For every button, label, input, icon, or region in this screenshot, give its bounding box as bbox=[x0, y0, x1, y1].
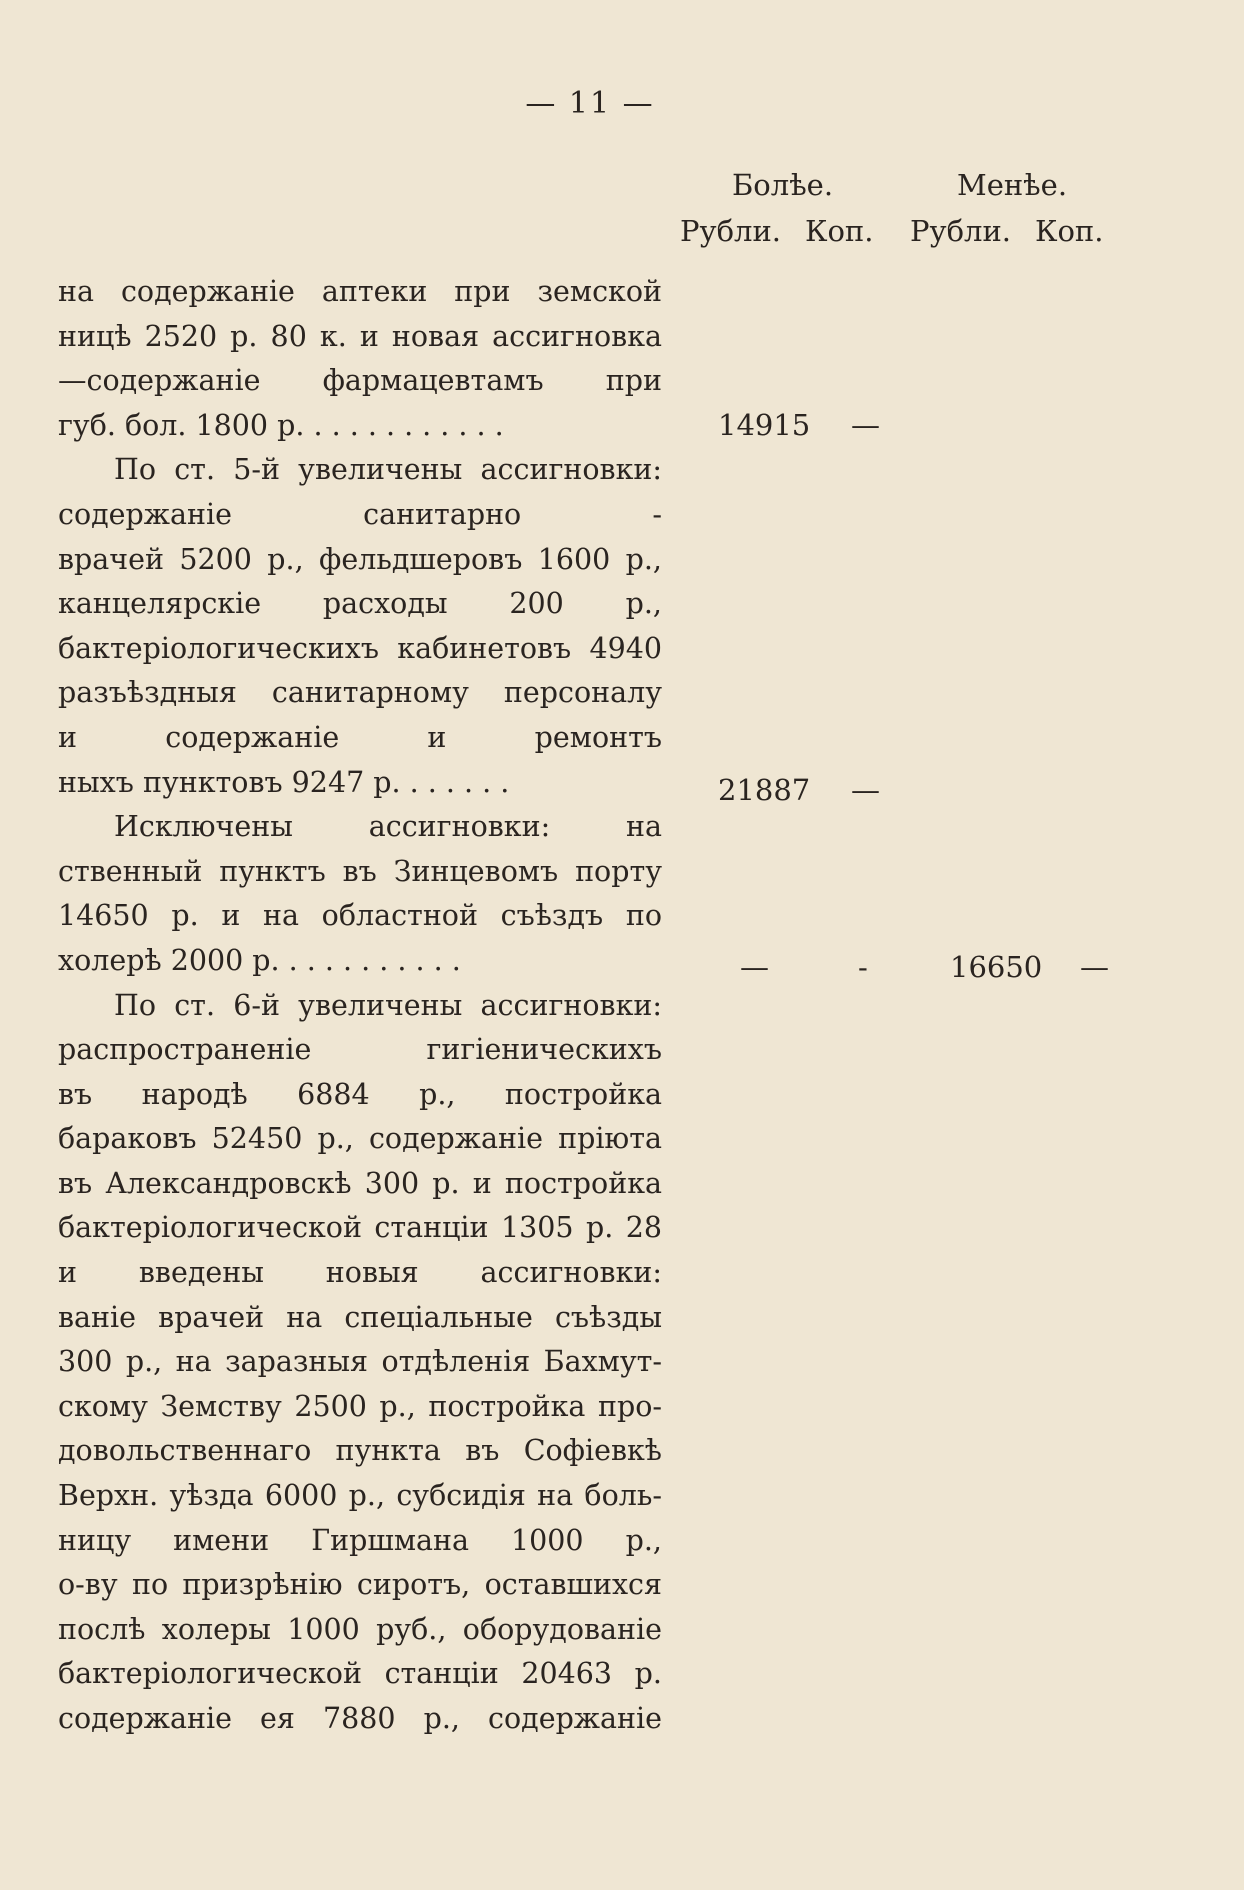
text-line: ницѣ 2520 р. 80 к. и новая ассигновка bbox=[58, 319, 662, 353]
text-line: довольственнаго пункта въ Софіевкѣ bbox=[58, 1434, 662, 1468]
text-line: распространеніе гигіеническихъ bbox=[58, 1033, 662, 1067]
column-header-rubles-more: Рубли. bbox=[680, 214, 782, 248]
text-line: содержаніе санитарно - bbox=[58, 497, 662, 531]
text-line: и введены новыя ассигновки: bbox=[58, 1256, 662, 1290]
amount-more-kopecks: - bbox=[858, 950, 868, 984]
text-line: бактеріологической станціи 1305 р. 28 bbox=[58, 1211, 662, 1245]
text-line: По ст. 6-й увеличены ассигновки: bbox=[114, 988, 662, 1022]
text-line: о-ву по призрѣнію сиротъ, оставшихся bbox=[58, 1568, 662, 1602]
text-line: содержаніе ея 7880 р., содержаніе bbox=[58, 1702, 662, 1735]
amount-less-rubles: 16650 bbox=[950, 950, 1043, 984]
amount-less-kopecks: — bbox=[1080, 950, 1109, 984]
text-line: 14650 р. и на областной съѣздъ по bbox=[58, 899, 662, 933]
text-line: ницу имени Гиршмана 1000 р., bbox=[58, 1523, 662, 1557]
body-text bbox=[58, 270, 662, 1742]
text-line: послѣ холеры 1000 руб., оборудованіе bbox=[58, 1612, 662, 1646]
text-line: врачей 5200 р., фельдшеровъ 1600 р., bbox=[58, 542, 662, 576]
amount-more-rubles: — bbox=[740, 950, 769, 984]
column-header-kopecks-less: Коп. bbox=[1035, 214, 1104, 248]
amount-more-kopecks: — bbox=[851, 408, 880, 442]
page-number: — 11 — bbox=[525, 86, 655, 121]
text-line: Исключены ассигновки: на bbox=[114, 810, 662, 844]
amount-more-rubles: 21887 bbox=[718, 773, 811, 807]
text-line: губ. бол. 1800 р. . . . . . . . . . . . bbox=[58, 408, 504, 442]
text-line: холерѣ 2000 р. . . . . . . . . . . bbox=[58, 943, 461, 977]
amount-more-rubles: 14915 bbox=[718, 408, 811, 442]
text-line: ныхъ пунктовъ 9247 р. . . . . . . bbox=[58, 765, 510, 799]
text-line: въ народѣ 6884 р., постройка bbox=[58, 1077, 662, 1111]
text-line: —содержаніе фармацевтамъ при bbox=[58, 364, 662, 398]
text-line: Верхн. уѣзда 6000 р., субсидія на боль- bbox=[58, 1479, 662, 1513]
column-header-more: Болѣе. bbox=[732, 168, 834, 202]
text-line: въ Александровскѣ 300 р. и постройка bbox=[58, 1166, 662, 1200]
text-line: 300 р., на заразныя отдѣленія Бахмут- bbox=[58, 1345, 662, 1379]
text-line: ваніе врачей на спеціальные съѣзды bbox=[58, 1300, 662, 1334]
column-header-rubles-less: Рубли. bbox=[910, 214, 1012, 248]
column-header-less: Менѣе. bbox=[957, 168, 1068, 202]
text-line: бактеріологическихъ кабинетовъ 4940 bbox=[58, 631, 662, 665]
text-line: и содержаніе и ремонтъ bbox=[58, 720, 662, 754]
text-line: разъѣздныя санитарному персоналу bbox=[58, 676, 662, 710]
text-line: скому Земству 2500 р., постройка про- bbox=[58, 1389, 662, 1423]
text-line: бактеріологической станціи 20463 р. bbox=[58, 1657, 662, 1691]
text-line: ственный пунктъ въ Зинцевомъ порту bbox=[58, 854, 662, 888]
column-header-kopecks-more: Коп. bbox=[805, 214, 874, 248]
text-line: бараковъ 52450 р., содержаніе пріюта bbox=[58, 1122, 662, 1156]
text-line: По ст. 5-й увеличены ассигновки: bbox=[114, 453, 662, 487]
text-line: канцелярскіе расходы 200 р., bbox=[58, 587, 662, 621]
amount-more-kopecks: — bbox=[851, 773, 880, 807]
text-line: на содержаніе аптеки при земской bbox=[58, 275, 662, 308]
